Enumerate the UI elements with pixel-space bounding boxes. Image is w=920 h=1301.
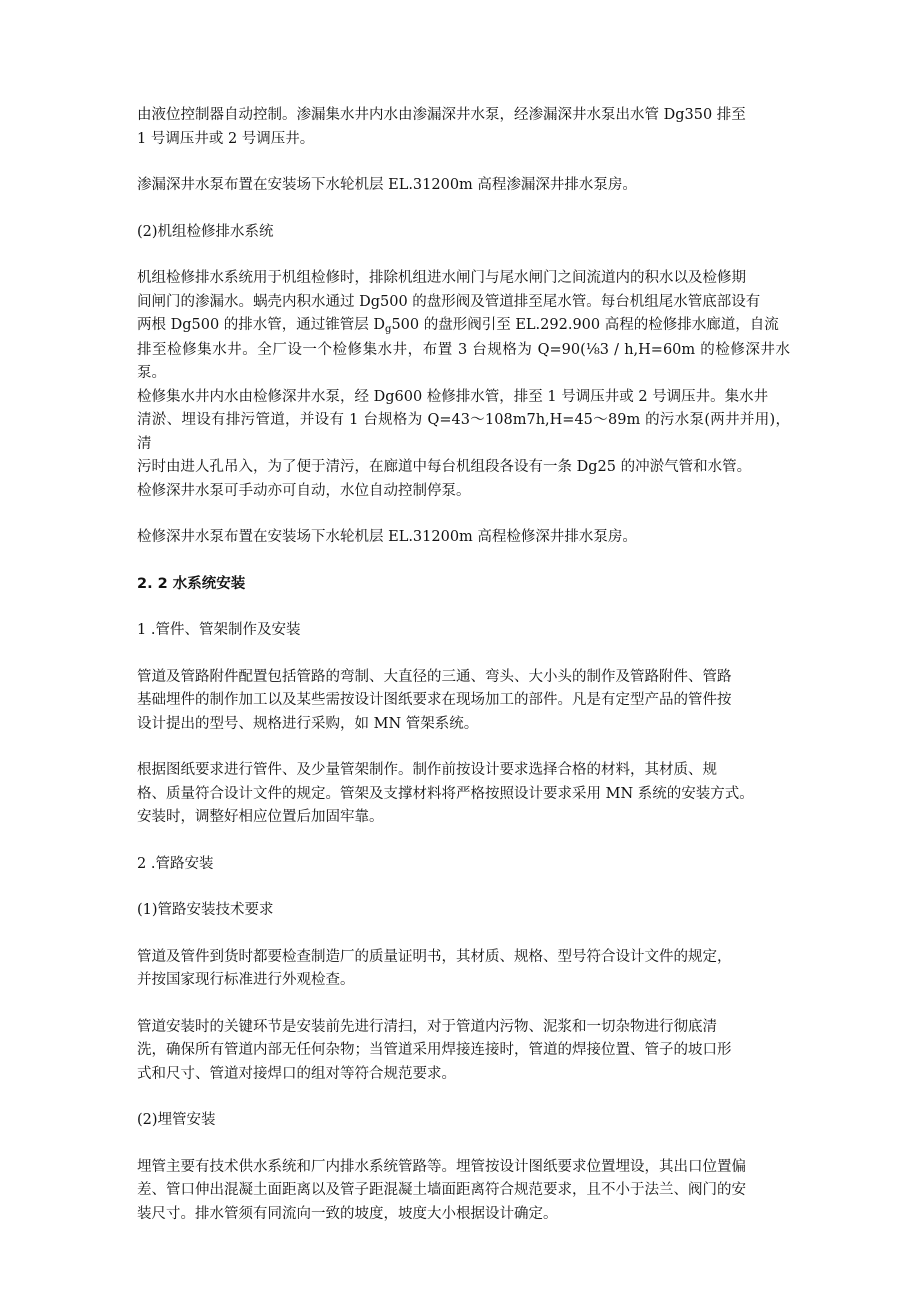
text-line: (2)机组检修排水系统	[137, 223, 274, 240]
text-line: 机组检修排水系统用于机组检修时，排除机组进水闸门与尾水闸门之间流道内的积水以及检修期	[137, 270, 746, 286]
text-line: 基础埋件的制作加工以及某些需按设计图纸要求在现场加工的部件。凡是有定型产品的管件按	[137, 692, 732, 708]
text-line: 检修深井水泵可手动亦可自动，水位自动控制停泵。	[137, 482, 471, 499]
text-line: 并按国家现行标准进行外观检查。	[137, 972, 355, 988]
paragraph-maintenance-drainage	[137, 267, 790, 503]
paragraph-maintenance-pump-location	[137, 526, 790, 550]
paragraph-fittings-config	[137, 666, 790, 737]
text-line: 间闸门的渗漏水。蜗壳内积水通过 Dg500 的盘形阀及管道排至尾水管。每台机组尾水管底部设有	[137, 293, 761, 310]
text-line: 污时由进人孔吊入，为了便于清污，在廊道中每台机组段各设有一条 Dg25 的冲淤气管和水管。	[137, 459, 752, 475]
subheading-fittings	[137, 619, 790, 643]
text-line: 500 的盘形阀引至 EL.292.900 高程的检修排水廊道，自流	[391, 317, 779, 333]
text-line: 1 .管件、管架制作及安装	[137, 622, 301, 638]
text-line: 管道安装时的关键环节是安装前先进行清扫，对于管道内污物、泥浆和一切杂物进行彻底清	[137, 1018, 717, 1035]
text-line: 洗，确保所有管道内部无任何杂物；当管道采用焊接连接时，管道的焊接位置、管子的坡口形	[137, 1042, 732, 1058]
text-line: 2. 2 水系统安装	[137, 575, 246, 592]
paragraph-embedded-pipe	[137, 1156, 790, 1227]
subheading-pipe-tech-requirements	[137, 899, 790, 923]
text-line: 格、质量符合设计文件的规定。管架及支撑材料将严格按照设计要求采用 MN 系统的安装方式。	[137, 785, 754, 802]
subscript: g	[385, 324, 392, 335]
text-line: 由液位控制器自动控制。渗漏集水井内水由渗漏深井水泵，经渗漏深井水泵出水管 Dg350 排至	[137, 107, 746, 123]
text-line: 检修深井水泵布置在安装场下水轮机层 EL.31200m 高程检修深井排水泵房。	[137, 529, 637, 545]
text-line: 渗漏深井水泵布置在安装场下水轮机层 EL.31200m 高程渗漏深井排水泵房。	[137, 177, 637, 193]
section-heading-water-system-install	[137, 573, 790, 597]
text-line: (2)埋管安装	[137, 1112, 216, 1128]
paragraph-drainage-control	[137, 104, 790, 151]
section-heading-maintenance-drainage	[137, 221, 790, 245]
text-line: 根据图纸要求进行管件、及少量管架制作。制作前按设计要求选择合格的材料，其材质、规	[137, 762, 717, 778]
text-line: 差、管口伸出混凝土面距离以及管子距混凝土墙面距离符合规范要求，且不小于法兰、阀门的安	[137, 1182, 746, 1198]
text-line: 2 .管路安装	[137, 855, 214, 872]
text-line: 管道及管路附件配置包括管路的弯制、大直径的三通、弯头、大小头的制作及管路附件、管路	[137, 668, 732, 685]
text-line: 设计提出的型号、规格进行采购，如 MN 管架系统。	[137, 715, 479, 732]
subheading-embedded-pipe	[137, 1109, 790, 1133]
text-line: 管道及管件到货时都要检查制造厂的质量证明书，其材质、规格、型号符合设计文件的规定，	[137, 948, 732, 965]
text-line: 装尺寸。排水管须有同流向一致的坡度，坡度大小根据设计确定。	[137, 1205, 558, 1222]
text-line: 埋管主要有技术供水系统和厂内排水系统管路等。埋管按设计图纸要求位置埋设，其出口位置偏	[137, 1158, 746, 1175]
text-line: 排至检修集水井。全厂设一个检修集水井，布置 3 台规格为 Q=90(⅛3 / h,H=60m 的检修深井水泵。	[137, 341, 790, 381]
subheading-pipe-install	[137, 853, 790, 877]
text-line: (1)管路安装技术要求	[137, 902, 274, 918]
paragraph-pump-location	[137, 174, 790, 198]
text-line: 1 号调压井或 2 号调压井。	[137, 130, 315, 147]
paragraph-fittings-fabrication	[137, 759, 790, 830]
text-line: 安装时，调整好相应位置后加固牢靠。	[137, 809, 384, 825]
text-line: 两根 Dg500 的排水管，通过锥管层 D	[137, 317, 386, 333]
text-line: 清淤、埋设有排污管道，并设有 1 台规格为 Q=43～108m7h,H=45～89m 的污水泵(两井并用)，清	[137, 412, 790, 452]
paragraph-pipe-cleaning	[137, 1016, 790, 1087]
text-line: 检修集水井内水由检修深井水泵，经 Dg600 检修排水管，排至 1 号调压井或 2 号调压井。集水井	[137, 388, 769, 405]
text-line: 式和尺寸、管道对接焊口的组对等符合规范要求。	[137, 1065, 456, 1082]
paragraph-pipe-inspection	[137, 946, 790, 993]
